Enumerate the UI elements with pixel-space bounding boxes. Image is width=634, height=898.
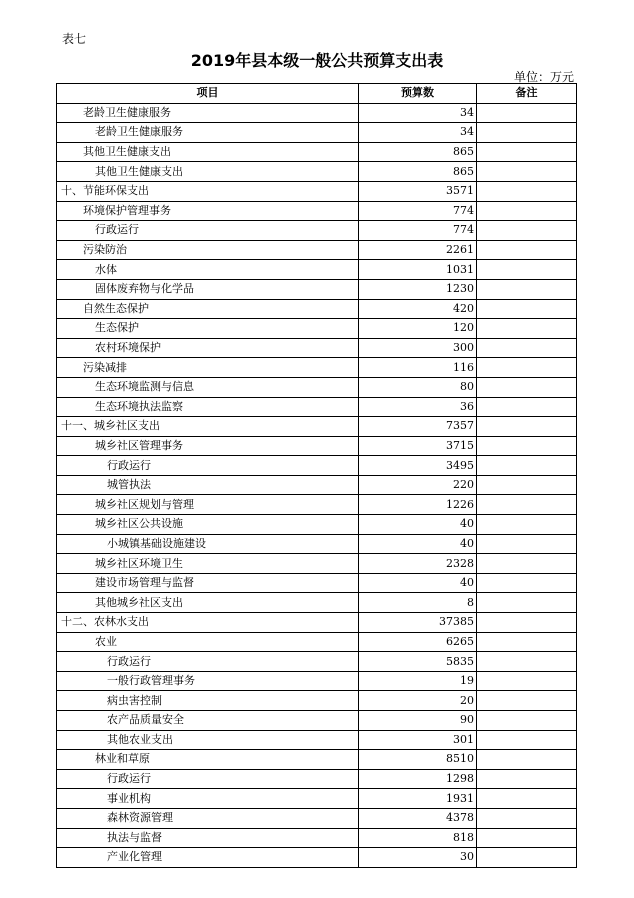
table-row <box>57 495 577 515</box>
row-budget-value: 30 <box>359 848 477 868</box>
row-item-name: 行政运行 <box>57 221 359 241</box>
row-remarks <box>477 769 577 789</box>
table-number: 表七 <box>62 32 87 46</box>
row-budget-value: 90 <box>359 711 477 731</box>
row-item-name: 城乡社区公共设施 <box>57 515 359 535</box>
row-budget-value: 865 <box>359 142 477 162</box>
row-budget-value: 7357 <box>359 417 477 437</box>
row-remarks <box>477 573 577 593</box>
table-row <box>57 358 577 378</box>
row-budget-value: 3715 <box>359 436 477 456</box>
row-budget-value: 774 <box>359 221 477 241</box>
row-item-name: 污染防治 <box>57 240 359 260</box>
row-remarks <box>477 554 577 574</box>
row-budget-value: 1031 <box>359 260 477 280</box>
row-remarks <box>477 750 577 770</box>
row-item-name: 城乡社区规划与管理 <box>57 495 359 515</box>
row-budget-value: 3495 <box>359 456 477 476</box>
row-item-name: 执法与监督 <box>57 828 359 848</box>
row-remarks <box>477 828 577 848</box>
table-row <box>57 240 577 260</box>
row-item-name: 产业化管理 <box>57 848 359 868</box>
column-header-remarks: 备注 <box>477 84 577 104</box>
row-budget-value: 40 <box>359 534 477 554</box>
row-remarks <box>477 201 577 221</box>
row-budget-value: 34 <box>359 103 477 123</box>
table-row <box>57 750 577 770</box>
row-remarks <box>477 711 577 731</box>
table-row <box>57 730 577 750</box>
row-budget-value: 2328 <box>359 554 477 574</box>
row-remarks <box>477 221 577 241</box>
row-remarks <box>477 103 577 123</box>
row-item-name: 病虫害控制 <box>57 691 359 711</box>
table-row <box>57 436 577 456</box>
row-budget-value: 220 <box>359 475 477 495</box>
row-remarks <box>477 593 577 613</box>
row-budget-value: 80 <box>359 377 477 397</box>
row-item-name: 建设市场管理与监督 <box>57 573 359 593</box>
column-header-item: 项目 <box>57 84 359 104</box>
row-item-name: 城管执法 <box>57 475 359 495</box>
row-budget-value: 6265 <box>359 632 477 652</box>
row-remarks <box>477 162 577 182</box>
row-item-name: 小城镇基础设施建设 <box>57 534 359 554</box>
row-item-name: 十一、城乡社区支出 <box>57 417 359 437</box>
table-row <box>57 613 577 633</box>
row-remarks <box>477 691 577 711</box>
row-item-name: 林业和草原 <box>57 750 359 770</box>
row-budget-value: 120 <box>359 319 477 339</box>
row-item-name: 农产品质量安全 <box>57 711 359 731</box>
row-budget-value: 8510 <box>359 750 477 770</box>
row-item-name: 行政运行 <box>57 652 359 672</box>
row-budget-value: 37385 <box>359 613 477 633</box>
row-item-name: 污染减排 <box>57 358 359 378</box>
row-remarks <box>477 632 577 652</box>
table-row <box>57 691 577 711</box>
row-remarks <box>477 848 577 868</box>
row-item-name: 老龄卫生健康服务 <box>57 103 359 123</box>
row-budget-value: 5835 <box>359 652 477 672</box>
table-row <box>57 808 577 828</box>
row-item-name: 城乡社区管理事务 <box>57 436 359 456</box>
row-item-name: 十、节能环保支出 <box>57 181 359 201</box>
budget-table <box>56 83 577 868</box>
table-row <box>57 652 577 672</box>
row-budget-value: 1230 <box>359 279 477 299</box>
table-row <box>57 456 577 476</box>
table-row <box>57 515 577 535</box>
table-row <box>57 848 577 868</box>
row-budget-value: 20 <box>359 691 477 711</box>
row-budget-value: 36 <box>359 397 477 417</box>
table-row <box>57 789 577 809</box>
row-item-name: 其他卫生健康支出 <box>57 142 359 162</box>
row-remarks <box>477 808 577 828</box>
row-item-name: 行政运行 <box>57 769 359 789</box>
table-row <box>57 142 577 162</box>
row-remarks <box>477 123 577 143</box>
table-row <box>57 554 577 574</box>
row-remarks <box>477 613 577 633</box>
row-remarks <box>477 456 577 476</box>
row-remarks <box>477 279 577 299</box>
row-item-name: 十二、农林水支出 <box>57 613 359 633</box>
table-row <box>57 319 577 339</box>
row-remarks <box>477 730 577 750</box>
row-remarks <box>477 181 577 201</box>
table-row <box>57 377 577 397</box>
row-budget-value: 1931 <box>359 789 477 809</box>
row-remarks <box>477 671 577 691</box>
row-item-name: 生态保护 <box>57 319 359 339</box>
row-item-name: 生态环境监测与信息 <box>57 377 359 397</box>
row-remarks <box>477 652 577 672</box>
row-item-name: 固体废弃物与化学品 <box>57 279 359 299</box>
table-row <box>57 299 577 319</box>
table-row <box>57 162 577 182</box>
table-body <box>57 103 577 867</box>
table-row <box>57 573 577 593</box>
table-row <box>57 338 577 358</box>
row-budget-value: 116 <box>359 358 477 378</box>
row-remarks <box>477 397 577 417</box>
row-item-name: 农村环境保护 <box>57 338 359 358</box>
column-header-budget: 预算数 <box>359 84 477 104</box>
row-budget-value: 774 <box>359 201 477 221</box>
row-item-name: 农业 <box>57 632 359 652</box>
table-row <box>57 103 577 123</box>
row-item-name: 自然生态保护 <box>57 299 359 319</box>
row-remarks <box>477 436 577 456</box>
row-remarks <box>477 417 577 437</box>
row-remarks <box>477 475 577 495</box>
row-budget-value: 19 <box>359 671 477 691</box>
row-remarks <box>477 240 577 260</box>
table-row <box>57 260 577 280</box>
row-item-name: 老龄卫生健康服务 <box>57 123 359 143</box>
row-remarks <box>477 142 577 162</box>
row-remarks <box>477 338 577 358</box>
row-item-name: 一般行政管理事务 <box>57 671 359 691</box>
row-item-name: 水体 <box>57 260 359 280</box>
row-budget-value: 818 <box>359 828 477 848</box>
table-row <box>57 181 577 201</box>
row-remarks <box>477 260 577 280</box>
row-budget-value: 34 <box>359 123 477 143</box>
row-item-name: 其他农业支出 <box>57 730 359 750</box>
row-item-name: 生态环境执法监察 <box>57 397 359 417</box>
unit-label: 单位：万元 <box>513 70 574 84</box>
row-budget-value: 301 <box>359 730 477 750</box>
page-title: 2019年县本级一般公共预算支出表 <box>190 51 444 70</box>
row-item-name: 事业机构 <box>57 789 359 809</box>
row-remarks <box>477 319 577 339</box>
row-budget-value: 1226 <box>359 495 477 515</box>
row-remarks <box>477 789 577 809</box>
table-row <box>57 534 577 554</box>
row-item-name: 行政运行 <box>57 456 359 476</box>
row-budget-value: 4378 <box>359 808 477 828</box>
row-remarks <box>477 515 577 535</box>
table-row <box>57 417 577 437</box>
table-row <box>57 593 577 613</box>
row-budget-value: 2261 <box>359 240 477 260</box>
table-row <box>57 671 577 691</box>
row-budget-value: 3571 <box>359 181 477 201</box>
row-budget-value: 8 <box>359 593 477 613</box>
table-row <box>57 201 577 221</box>
row-item-name: 其他城乡社区支出 <box>57 593 359 613</box>
table-row <box>57 475 577 495</box>
table-row <box>57 769 577 789</box>
row-remarks <box>477 358 577 378</box>
table-row <box>57 279 577 299</box>
table-row <box>57 397 577 417</box>
row-item-name: 其他卫生健康支出 <box>57 162 359 182</box>
table-header-row <box>57 84 577 104</box>
table-row <box>57 221 577 241</box>
row-budget-value: 40 <box>359 515 477 535</box>
row-budget-value: 1298 <box>359 769 477 789</box>
row-budget-value: 865 <box>359 162 477 182</box>
table-row <box>57 123 577 143</box>
table-row <box>57 828 577 848</box>
row-item-name: 环境保护管理事务 <box>57 201 359 221</box>
row-budget-value: 420 <box>359 299 477 319</box>
row-item-name: 城乡社区环境卫生 <box>57 554 359 574</box>
row-remarks <box>477 299 577 319</box>
row-remarks <box>477 534 577 554</box>
table-row <box>57 632 577 652</box>
row-remarks <box>477 377 577 397</box>
row-budget-value: 40 <box>359 573 477 593</box>
table-row <box>57 711 577 731</box>
row-budget-value: 300 <box>359 338 477 358</box>
row-remarks <box>477 495 577 515</box>
row-item-name: 森林资源管理 <box>57 808 359 828</box>
